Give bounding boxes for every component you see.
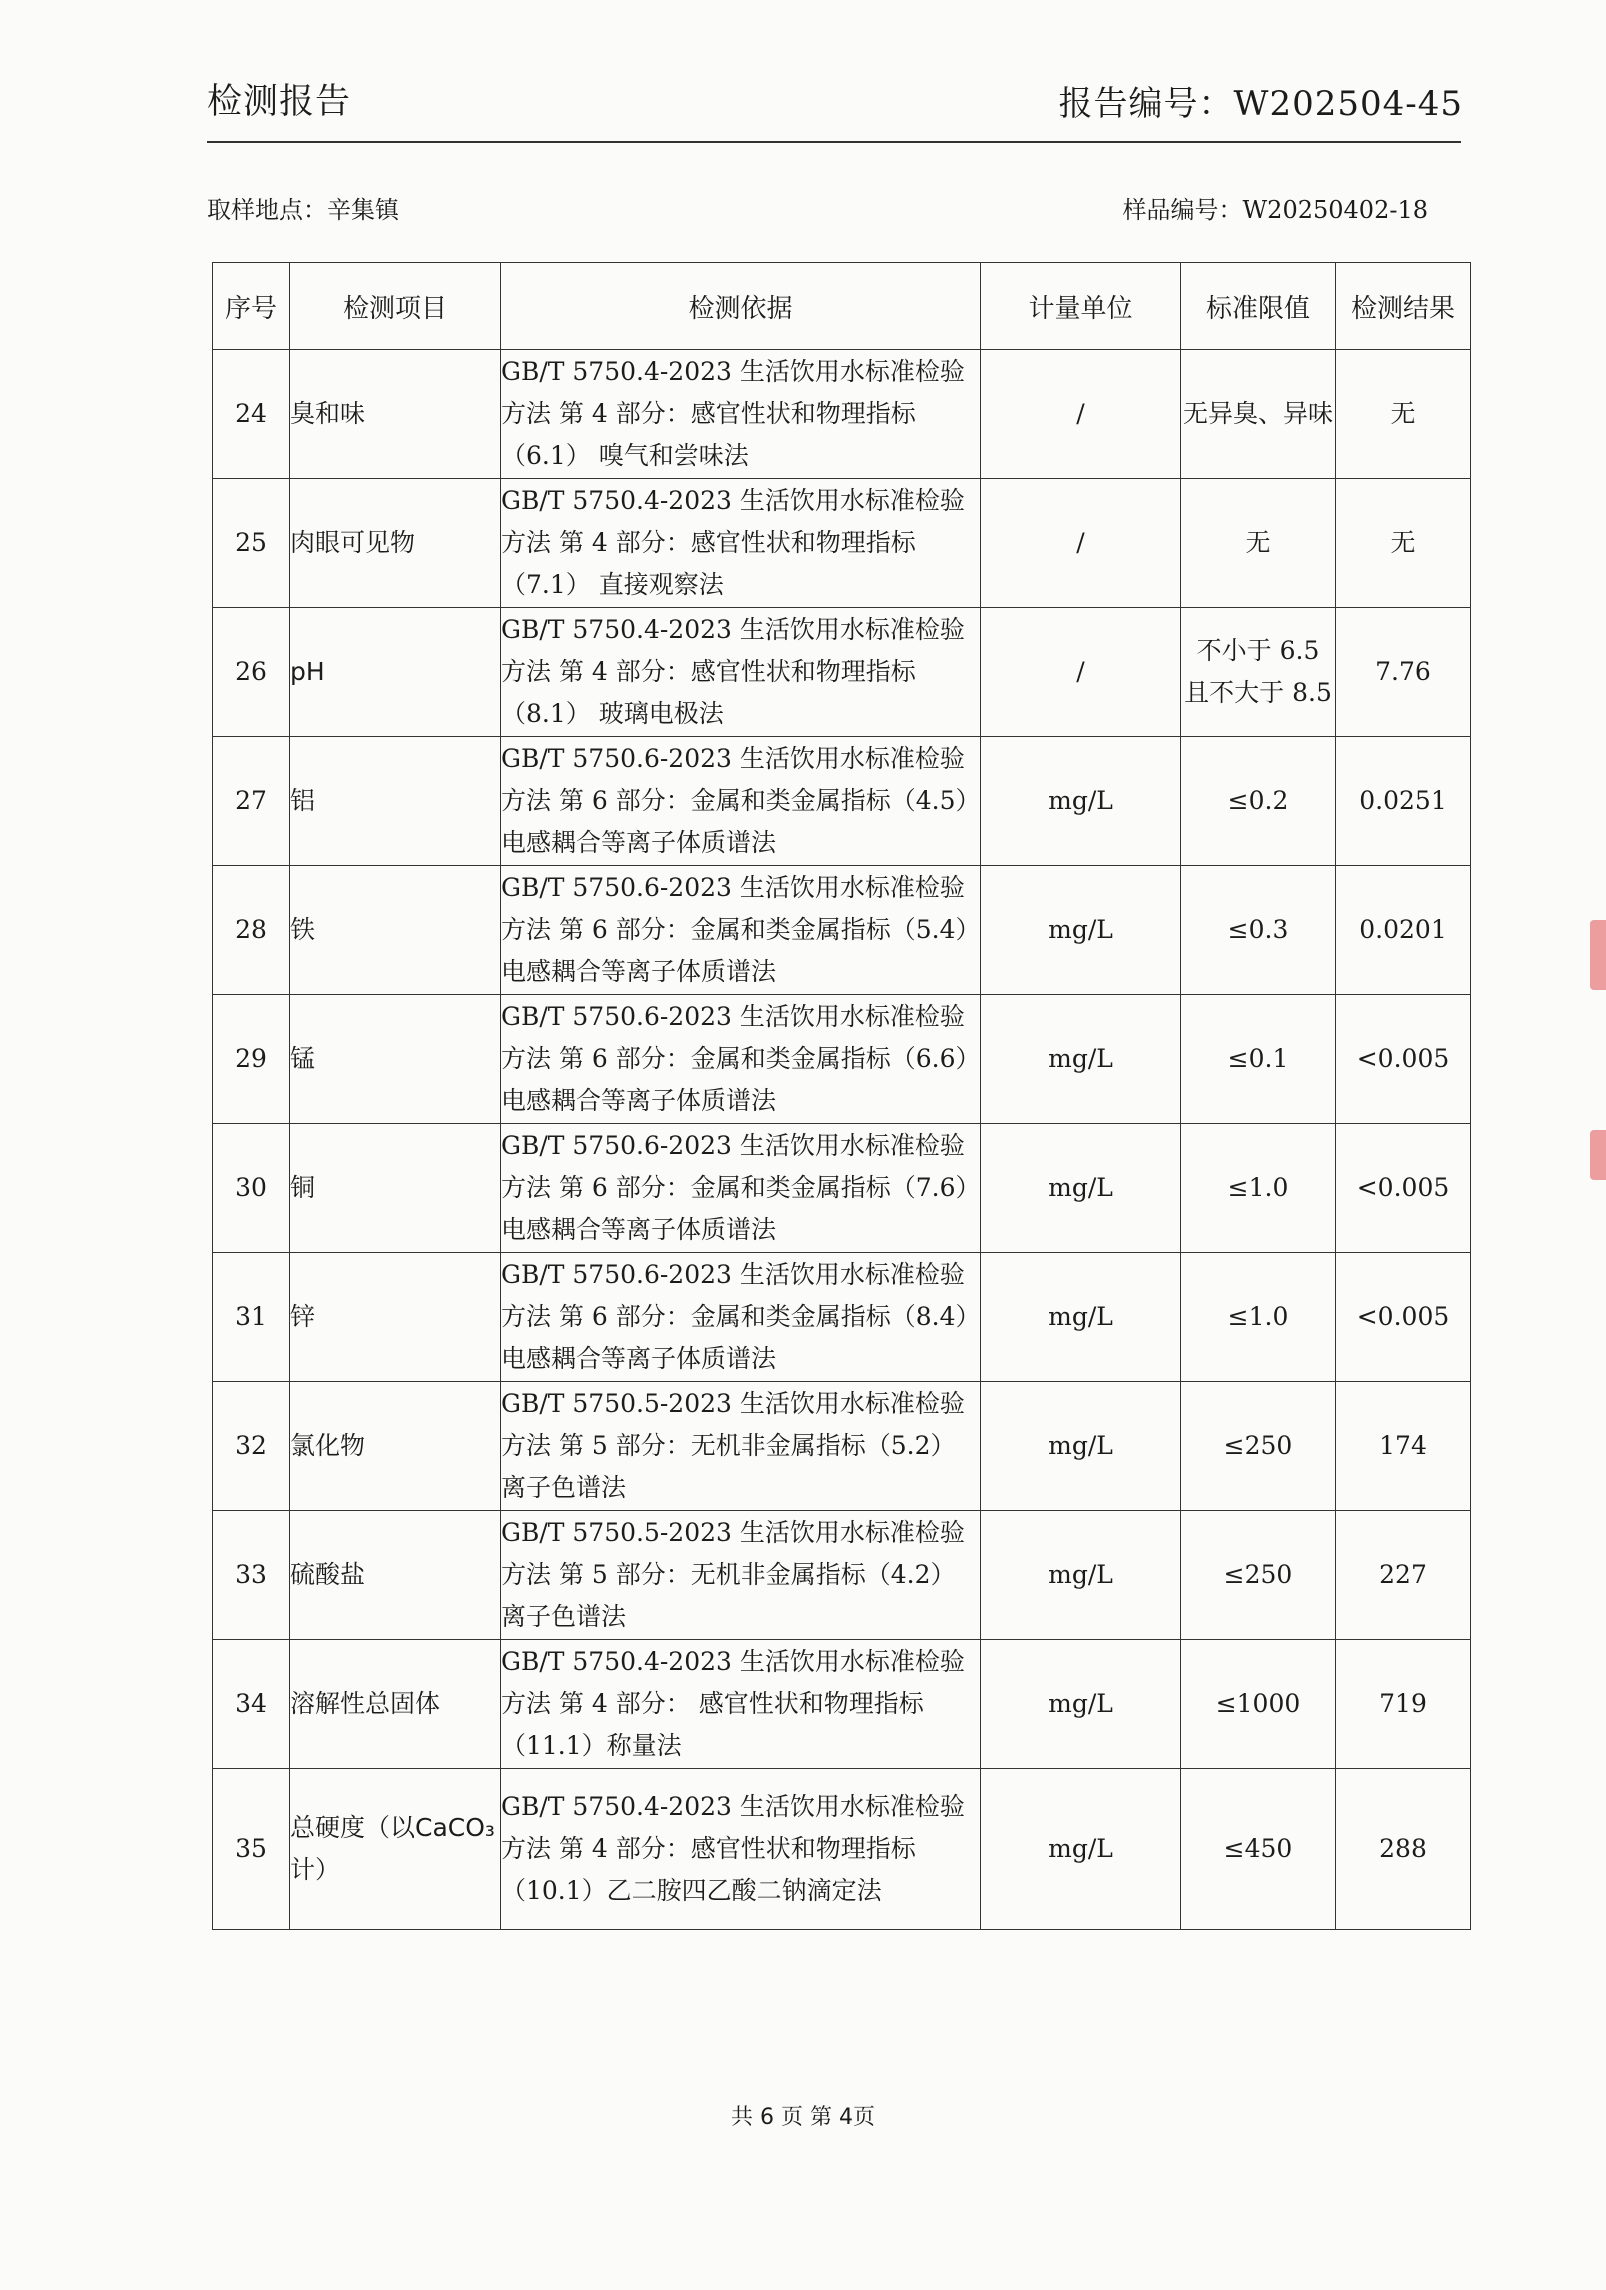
cell-result: 719 [1336,1640,1471,1769]
cell-limit: ≤1.0 [1181,1253,1336,1382]
sample-number [1123,190,1428,225]
cell-result: 0.0201 [1336,866,1471,995]
table-row [213,1253,1471,1382]
cell-result: 7.76 [1336,608,1471,737]
table-row [213,995,1471,1124]
cell-result: 174 [1336,1382,1471,1511]
header-divider [207,141,1461,143]
cell-seq: 32 [213,1382,290,1511]
cell-basis: GB/T 5750.4-2023 生活饮用水标准检验方法 第 4 部分： 感官性状和物理指标（11.1）称量法 [501,1640,981,1769]
cell-item: 硫酸盐 [290,1511,501,1640]
report-title: 检测报告 [207,82,352,122]
col-header-basis: 检测依据 [501,263,981,350]
cell-result: <0.005 [1336,1124,1471,1253]
cell-basis: GB/T 5750.6-2023 生活饮用水标准检验方法 第 6 部分：金属和类金属指标（7.6）电感耦合等离子体质谱法 [501,1124,981,1253]
cell-basis: GB/T 5750.4-2023 生活饮用水标准检验方法 第 4 部分：感官性状和物理指标（6.1） 嗅气和尝味法 [501,350,981,479]
cell-unit: mg/L [981,1382,1181,1511]
cell-unit: mg/L [981,1511,1181,1640]
sampling-location-value: 辛集镇 [327,196,399,224]
cell-basis: GB/T 5750.6-2023 生活饮用水标准检验方法 第 6 部分：金属和类金属指标（5.4）电感耦合等离子体质谱法 [501,866,981,995]
cell-result: 288 [1336,1769,1471,1930]
table-row [213,1640,1471,1769]
report-number-value: W202504-45 [1233,84,1463,124]
cell-unit: mg/L [981,737,1181,866]
cell-unit: mg/L [981,1253,1181,1382]
cell-item: 氯化物 [290,1382,501,1511]
cell-limit: ≤250 [1181,1511,1336,1640]
col-header-seq: 序号 [213,263,290,350]
cell-basis: GB/T 5750.4-2023 生活饮用水标准检验方法 第 4 部分：感官性状和物理指标（8.1） 玻璃电极法 [501,608,981,737]
cell-limit: ≤1.0 [1181,1124,1336,1253]
cell-basis: GB/T 5750.6-2023 生活饮用水标准检验方法 第 6 部分：金属和类金属指标（8.4）电感耦合等离子体质谱法 [501,1253,981,1382]
sampling-location [207,190,399,225]
table-row [213,479,1471,608]
cell-item: 溶解性总固体 [290,1640,501,1769]
cell-seq: 35 [213,1769,290,1930]
cell-basis: GB/T 5750.5-2023 生活饮用水标准检验方法 第 5 部分：无机非金属指标（4.2）离子色谱法 [501,1511,981,1640]
cell-result: 无 [1336,350,1471,479]
cell-limit: 不小于 6.5 且不大于 8.5 [1181,608,1336,737]
cell-item: 锰 [290,995,501,1124]
cell-limit: ≤1000 [1181,1640,1336,1769]
cell-seq: 30 [213,1124,290,1253]
cell-limit: ≤250 [1181,1382,1336,1511]
cell-basis: GB/T 5750.4-2023 生活饮用水标准检验方法 第 4 部分：感官性状和物理指标 （10.1）乙二胺四乙酸二钠滴定法 [501,1769,981,1930]
table-row [213,1511,1471,1640]
cell-seq: 24 [213,350,290,479]
cell-basis: GB/T 5750.5-2023 生活饮用水标准检验方法 第 5 部分：无机非金属指标（5.2）离子色谱法 [501,1382,981,1511]
col-header-result: 检测结果 [1336,263,1471,350]
cell-unit: / [981,608,1181,737]
cell-seq: 28 [213,866,290,995]
seal-edge-mark [1590,920,1606,990]
sampling-location-label: 取样地点： [207,196,327,224]
cell-unit: mg/L [981,1124,1181,1253]
cell-seq: 34 [213,1640,290,1769]
table-row [213,737,1471,866]
cell-seq: 29 [213,995,290,1124]
cell-item: 臭和味 [290,350,501,479]
sample-number-value: W20250402-18 [1242,196,1428,224]
cell-result: 无 [1336,479,1471,608]
table-row [213,1769,1471,1930]
results-table [212,262,1471,1930]
table-header-row [213,263,1471,350]
cell-item: 铜 [290,1124,501,1253]
cell-limit: ≤0.3 [1181,866,1336,995]
col-header-limit: 标准限值 [1181,263,1336,350]
col-header-item: 检测项目 [290,263,501,350]
cell-basis: GB/T 5750.6-2023 生活饮用水标准检验方法 第 6 部分：金属和类金属指标（6.6）电感耦合等离子体质谱法 [501,995,981,1124]
table-row [213,608,1471,737]
table-row [213,866,1471,995]
cell-unit: mg/L [981,1769,1181,1930]
cell-unit: mg/L [981,995,1181,1124]
cell-result: 0.0251 [1336,737,1471,866]
table-row [213,1124,1471,1253]
cell-basis: GB/T 5750.6-2023 生活饮用水标准检验方法 第 6 部分：金属和类金属指标（4.5）电感耦合等离子体质谱法 [501,737,981,866]
cell-limit: ≤0.2 [1181,737,1336,866]
cell-unit: mg/L [981,866,1181,995]
table-row [213,350,1471,479]
cell-limit: ≤0.1 [1181,995,1336,1124]
cell-item: 总硬度（以CaCO₃计） [290,1769,501,1930]
cell-seq: 31 [213,1253,290,1382]
cell-limit: ≤450 [1181,1769,1336,1930]
cell-seq: 33 [213,1511,290,1640]
cell-limit: 无 [1181,479,1336,608]
report-number [1059,76,1464,125]
cell-unit: / [981,479,1181,608]
cell-result: <0.005 [1336,995,1471,1124]
cell-result: 227 [1336,1511,1471,1640]
cell-unit: / [981,350,1181,479]
cell-unit: mg/L [981,1640,1181,1769]
cell-seq: 26 [213,608,290,737]
sample-number-label: 样品编号： [1122,196,1243,224]
seal-edge-mark [1590,1130,1606,1180]
cell-item: 铝 [290,737,501,866]
cell-item: pH [290,608,501,737]
cell-result: <0.005 [1336,1253,1471,1382]
cell-seq: 27 [213,737,290,866]
cell-item: 锌 [290,1253,501,1382]
cell-basis: GB/T 5750.4-2023 生活饮用水标准检验方法 第 4 部分：感官性状和物理指标（7.1） 直接观察法 [501,479,981,608]
cell-limit: 无异臭、异味 [1181,350,1336,479]
cell-item: 铁 [290,866,501,995]
table-row [213,1382,1471,1511]
page-footer: 共 6 页 第 4页 [731,2105,875,2130]
cell-seq: 25 [213,479,290,608]
cell-item: 肉眼可见物 [290,479,501,608]
report-number-label: 报告编号： [1058,84,1234,124]
col-header-unit: 计量单位 [981,263,1181,350]
